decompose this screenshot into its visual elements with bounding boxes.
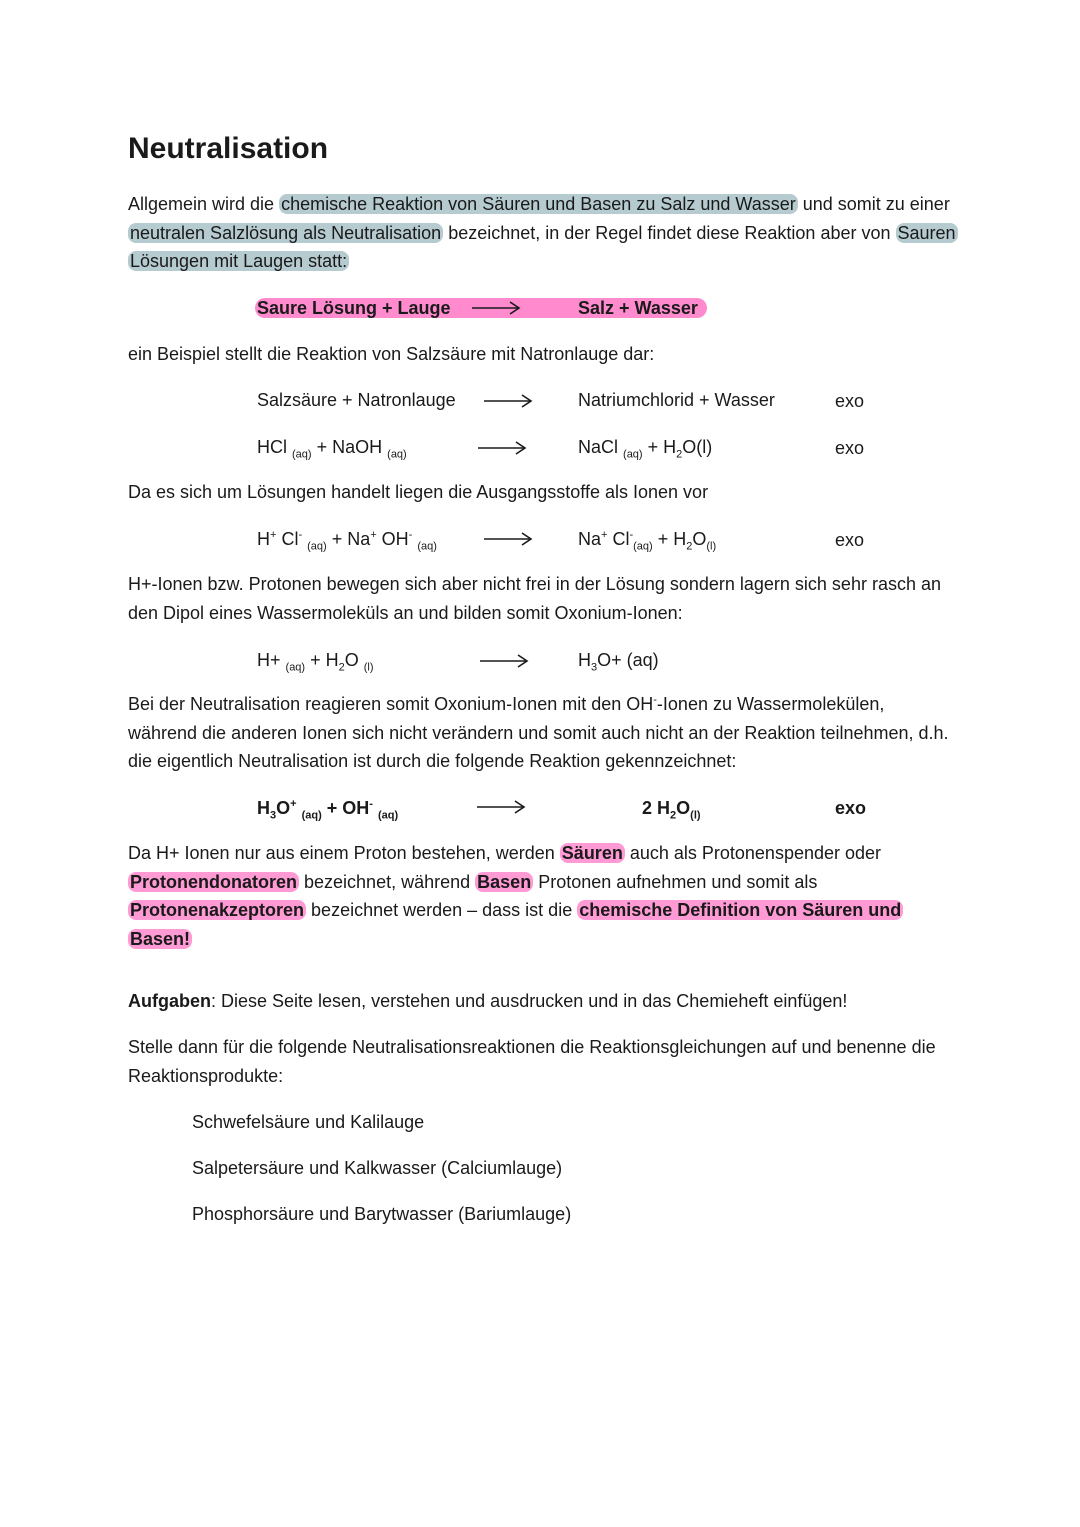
reaction-arrow-icon [477, 800, 527, 814]
tasks-line [128, 989, 847, 1013]
charge: + [370, 529, 377, 541]
formula-oxonium-rest: O+ (aq) [597, 650, 659, 670]
formula-water-o: O [676, 798, 691, 818]
paragraph-text: -Ionen zu Wassermolekülen, während die anderen Ionen sich nicht verändern und somit auch nicht an der Reaktion teilnehmen, d.h. die eigentlich Neutralisation ist durch die folgende Reaktion gekennzeichnet: [128, 694, 949, 771]
highlight-basen: Basen [477, 871, 532, 892]
intro-highlight-2: neutralen Salzlösung als Neutralisation [130, 222, 442, 243]
paragraph-text: Da H+ Ionen nur aus einem Proton bestehen, werden [128, 843, 555, 863]
ion-na: Na [578, 529, 602, 549]
example-intro: ein Beispiel stellt die Reaktion von Salzsäure mit Natronlauge dar: [128, 344, 655, 364]
ion-oh: + OH [321, 798, 370, 818]
formula-water: + H [305, 650, 339, 670]
oxonium-equation-left [257, 648, 374, 672]
ion-h: H+ [257, 650, 281, 670]
state-label: (aq) [307, 540, 327, 553]
formula-water: + H [652, 529, 687, 549]
word-equation-right: Natriumchlorid + Wasser [578, 390, 775, 410]
state-label: (aq) [301, 809, 322, 822]
ion-cl: Cl [607, 529, 630, 549]
state-label: (l) [706, 540, 717, 553]
highlight-saeuren: Säuren [561, 843, 623, 863]
paragraph-text: Bei der Neutralisation reagieren somit Oxonium-Ionen mit den OH [128, 694, 654, 714]
general-equation-left: Saure Lösung + Lauge [257, 298, 451, 318]
formula-water-o: O [344, 650, 359, 670]
formula-naoh: NaOH [332, 437, 383, 457]
highlight-protonendonatoren: Protonendonatoren [130, 871, 297, 892]
reaction-arrow-icon [484, 394, 534, 408]
ion-cl: Cl [276, 529, 299, 549]
state-label: (aq) [623, 448, 643, 461]
charge: - [653, 694, 657, 706]
intro-highlight-3: Sauren Lösungen mit Laugen statt: [130, 222, 956, 271]
formula-water: 2 H [642, 798, 671, 818]
ion-na: + Na [326, 529, 371, 549]
definition-paragraph [128, 839, 958, 953]
ion-h: H [257, 529, 270, 549]
paragraph-text: bezeichnet werden – dass ist die [311, 900, 573, 920]
subscript: 3 [591, 661, 598, 674]
formula-hcl: HCl [257, 437, 287, 457]
task-item: Schwefelsäure und Kalilauge [192, 1112, 425, 1132]
task-item: Phosphorsäure und Barytwasser (Bariumlauge) [192, 1204, 572, 1224]
state-label: (l) [363, 661, 374, 674]
charge: - [408, 529, 413, 541]
neutralisation-paragraph [128, 690, 958, 776]
charge: - [369, 798, 373, 810]
paragraph-text: Protonen aufnehmen und somit als [538, 871, 818, 892]
charge: + [290, 798, 297, 810]
intro-highlight-1: chemische Reaktion von Säuren und Basen zu Salz und Wasser [281, 194, 796, 214]
state-label: (aq) [387, 448, 407, 461]
final-equation-left [257, 796, 398, 820]
state-label: (aq) [633, 540, 653, 553]
formula-oxonium: H [578, 650, 591, 670]
formula-nacl: NaCl [578, 437, 619, 457]
ion-oh: OH [376, 529, 409, 549]
subscript: 2 [686, 540, 693, 553]
ions-intro: Da es sich um Lösungen handelt liegen die Ausgangsstoffe als Ionen vor [128, 482, 709, 502]
word-equation-left: Salzsäure + Natronlauge [257, 390, 456, 410]
oxonium-equation-right [578, 648, 659, 672]
charge: - [629, 529, 634, 541]
state-label: (l) [690, 809, 701, 822]
ion-equation-right [578, 527, 716, 551]
tasks-label: Aufgaben [128, 991, 211, 1011]
subscript: 2 [670, 809, 677, 822]
charge: + [270, 529, 277, 541]
general-equation-right: Salz + Wasser [578, 298, 698, 318]
highlight-protonenakzeptoren: Protonenakzeptoren [130, 900, 305, 920]
subscript: 2 [338, 661, 345, 674]
state-label: (aq) [285, 661, 306, 674]
subscript: 3 [270, 809, 277, 822]
state-label: (aq) [377, 809, 399, 822]
word-equation-note: exo [835, 391, 865, 411]
reaction-arrow-icon [478, 441, 528, 455]
formula-equation-note: exo [835, 438, 865, 458]
reaction-arrow-icon [480, 654, 530, 668]
plus-sign: + [316, 437, 328, 457]
state-label: (aq) [292, 448, 312, 461]
intro-text: Allgemein wird die [128, 194, 275, 214]
formula-water-o: O [692, 529, 707, 549]
reaction-arrow-icon [472, 301, 522, 315]
intro-text: und somit zu einer [802, 194, 950, 214]
intro-paragraph [128, 190, 958, 276]
tasks-text: : Diese Seite lesen, verstehen und ausdrucken und in das Chemieheft einfügen! [211, 991, 848, 1011]
reaction-arrow-icon [484, 532, 534, 546]
final-equation-note: exo [835, 798, 867, 818]
ion-equation-left [257, 527, 437, 551]
formula-o: O [276, 798, 291, 818]
charge: - [298, 529, 303, 541]
formula-water: + H [647, 437, 677, 457]
paragraph-text: bezeichnet, während [304, 871, 471, 892]
formula-water-rest: O(l) [682, 437, 713, 457]
intro-text: bezeichnet, in der Regel findet diese Reaktion aber von [448, 222, 891, 243]
page-title: Neutralisation [128, 132, 329, 165]
subscript: 2 [676, 448, 683, 461]
charge: + [601, 529, 608, 541]
task-item: Salpetersäure und Kalkwasser (Calciumlauge) [192, 1158, 563, 1178]
final-equation-right [642, 796, 701, 820]
paragraph-text: auch als Protonenspender oder [629, 843, 882, 863]
tasks-instruction: Stelle dann für die folgende Neutralisationsreaktionen die Reaktionsgleichungen auf und benenne die Reaktionsprodukte: [128, 1037, 936, 1086]
formula-equation-left [257, 435, 407, 459]
highlight-definition: chemische Definition von Säuren und Basen! [130, 900, 902, 949]
formula-equation-right [578, 435, 712, 459]
proton-paragraph: H+-Ionen bzw. Protonen bewegen sich aber nicht frei in der Lösung sondern lagern sich sehr rasch an den Dipol eines Wassermoleküls an und bilden somit Oxonium-Ionen: [128, 574, 941, 623]
ion-equation-note: exo [835, 530, 865, 550]
state-label: (aq) [417, 540, 437, 553]
formula-h: H [257, 798, 270, 818]
